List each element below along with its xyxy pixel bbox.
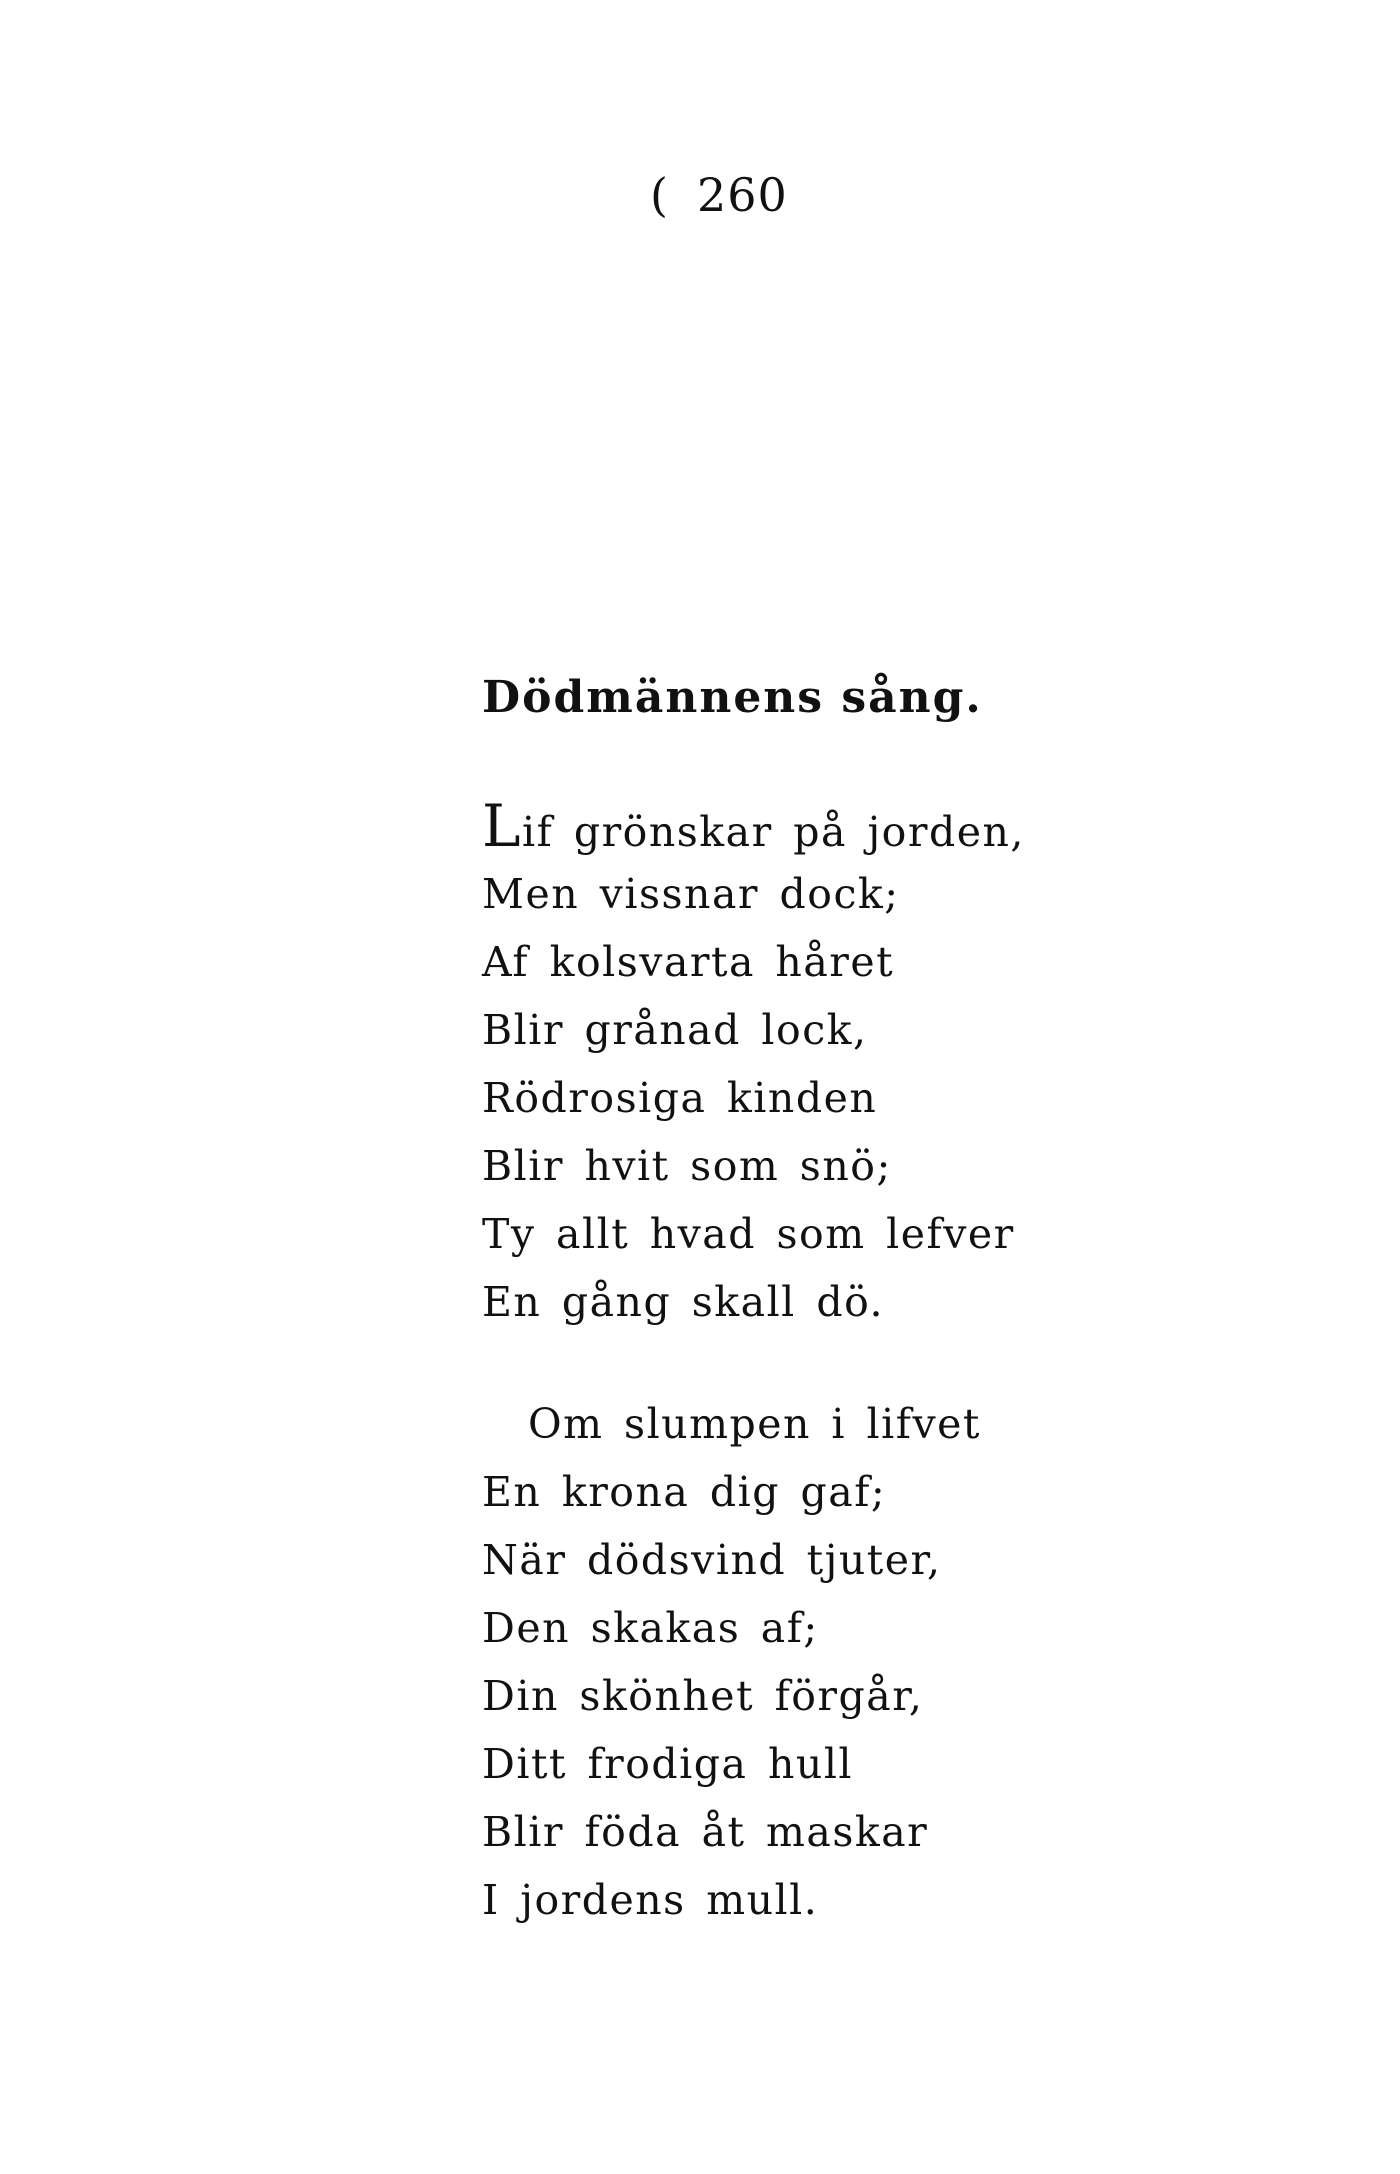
verse-line: En krona dig gaf;: [482, 1468, 887, 1516]
verse-line: Din skönhet förgår,: [482, 1672, 924, 1720]
verse-line: Blir grånad lock,: [482, 1006, 868, 1054]
verse-line: Ditt frodiga hull: [482, 1740, 854, 1788]
verse-line: [482, 792, 1025, 860]
verse-line: En gång skall dö.: [482, 1278, 885, 1326]
verse-line: Rödrosiga kinden: [482, 1074, 878, 1122]
verse-line: Men vissnar dock;: [482, 870, 900, 918]
verse-line: Blir föda åt maskar: [482, 1808, 929, 1856]
initial-letter: L: [482, 792, 523, 860]
page-number-value: 260: [696, 168, 788, 222]
verse-line: Blir hvit som snö;: [482, 1142, 892, 1190]
poem-title: Dödmännens sång.: [482, 672, 983, 723]
verse-line-text: if grönskar på jorden,: [522, 808, 1025, 856]
stanza-1: [482, 792, 1025, 1336]
verse-line: I jordens mull.: [482, 1876, 819, 1924]
verse-line: Om slumpen i lifvet: [528, 1400, 981, 1448]
verse-line: Den skakas af;: [482, 1604, 819, 1652]
verse-line: Ty allt hvad som lefver: [482, 1210, 1015, 1258]
verse-line: När dödsvind tjuter,: [482, 1536, 942, 1584]
stanza-2: [482, 1390, 981, 1934]
page-number: [650, 165, 788, 225]
page-number-paren: (: [650, 168, 669, 222]
verse-line: Af kolsvarta håret: [482, 938, 895, 986]
